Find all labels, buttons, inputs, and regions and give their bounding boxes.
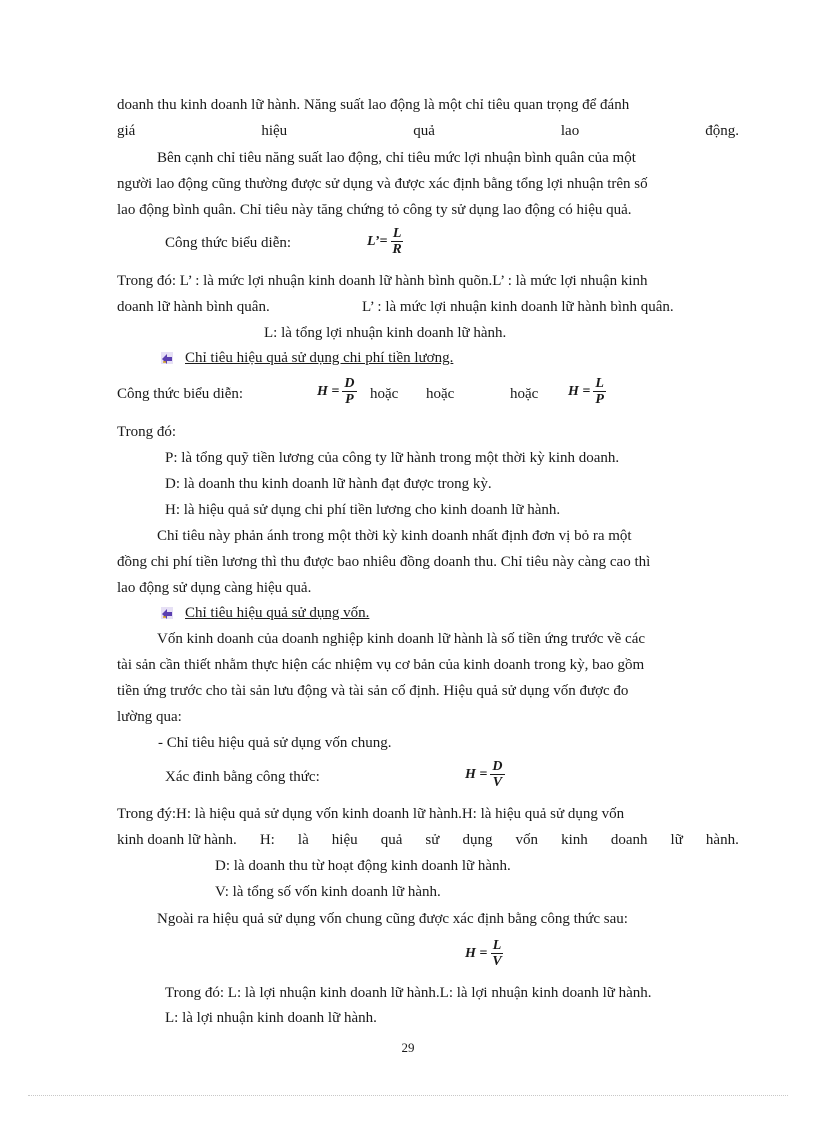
formula-label: Xác đinh bằng công thức: (165, 769, 320, 785)
text-line: Bên cạnh chỉ tiêu năng suất lao động, chỉ tiêu mức lợi nhuận bình quân của một (157, 150, 636, 166)
text-line: người lao động cũng thường được sử dụng và được xác định bằng tổng lợi nhuận trên số (117, 176, 648, 192)
formula-wage-efficiency (317, 376, 357, 407)
text-line-justified (117, 830, 739, 850)
formula-denominator: P (595, 392, 604, 407)
text-line: doanh lữ hành bình quân. (117, 299, 270, 315)
formula-capital-efficiency (465, 759, 505, 790)
connector-word: hoặc (370, 386, 399, 402)
formula-denominator: V (492, 775, 503, 790)
word: động. (705, 123, 739, 139)
text-line-justified (117, 121, 739, 141)
word: quả (380, 832, 403, 848)
text-line: doanh thu kinh doanh lữ hành. Năng suất lao động là một chỉ tiêu quan trọng để đánh (117, 97, 630, 113)
text-line: Trong đý:H: là hiệu quả sử dụng vốn kinh doanh lữ hành.H: là hiệu quả sử dụng vốn (117, 806, 625, 822)
word: doanh (610, 832, 648, 848)
pointing-hand-icon (160, 606, 174, 620)
word: dụng (462, 832, 493, 848)
formula-capital-profit (465, 938, 504, 969)
word: là (297, 832, 309, 848)
formula-label: Công thức biểu diễn: (165, 235, 292, 251)
formula-lhs: H = (465, 766, 488, 782)
section-heading: Chỉ tiêu hiệu quả sử dụng vốn. (185, 605, 370, 621)
text-line: L’ : là mức lợi nhuận kinh doanh lữ hành bình quân. (362, 299, 674, 315)
formula-profit-per-worker (367, 226, 404, 257)
word: giá (117, 123, 136, 139)
text-line: tiền ứng trước cho tài sản lưu động và tài sản cố định. Hiệu quả sử dụng vốn được đo (117, 683, 629, 699)
section-heading: Chỉ tiêu hiệu quả sử dụng chi phí tiền lương. (185, 350, 454, 366)
word: kinh doanh lữ hành. (117, 832, 237, 848)
word: kinh (561, 832, 588, 848)
definition-line: H: là hiệu quả sử dụng chi phí tiền lương cho kinh doanh lữ hành. (165, 502, 561, 518)
formula-numerator: L (492, 938, 502, 953)
formula-numerator: L (392, 226, 402, 241)
definition-line: D: là doanh thu từ hoạt động kinh doanh lữ hành. (215, 858, 511, 874)
text-line: tài sản cần thiết nhằm thực hiện các nhiệm vụ cơ bản của kinh doanh trong kỳ, bao gồm (117, 657, 645, 673)
text-line: Trong đó: L’ : là mức lợi nhuận kinh doanh lữ hành bình quõn.L’ : là mức lợi nhuận kinh (117, 273, 648, 289)
word: quả (413, 123, 435, 139)
formula-lhs: H = (465, 945, 488, 961)
text-line: L: là tổng lợi nhuận kinh doanh lữ hành. (264, 325, 507, 341)
connector-word: hoặc (426, 386, 455, 402)
definition-line: D: là doanh thu kinh doanh lữ hành đạt được trong kỳ. (165, 476, 492, 492)
formula-denominator: R (392, 242, 402, 257)
word: hiệu (331, 832, 358, 848)
formula-denominator: P (345, 392, 354, 407)
definition-line: V: là tổng số vốn kinh doanh lữ hành. (215, 884, 441, 900)
formula-lhs: L’= (367, 233, 388, 249)
text-line: Ngoài ra hiệu quả sử dụng vốn chung cũng được xác định bằng công thức sau: (157, 911, 628, 927)
pointing-hand-icon (160, 351, 174, 365)
word: hành. (705, 832, 739, 848)
word: lữ (670, 832, 683, 848)
page-bottom-divider (28, 1095, 788, 1096)
formula-numerator: L (595, 376, 604, 391)
definition-line: Trong đó: L: là lợi nhuận kinh doanh lữ hành.L: là lợi nhuận kinh doanh lữ hành. (165, 985, 652, 1001)
formula-wage-profit (568, 376, 606, 407)
text-line: lao động sử dụng càng hiệu quả. (117, 580, 312, 596)
word: hiệu (261, 123, 288, 139)
text-line: đồng chi phí tiền lương thì thu được bao nhiêu đồng doanh thu. Chỉ tiêu này càng cao thì (117, 554, 651, 570)
page-number: 29 (401, 1040, 415, 1055)
definition-line: P: là tổng quỹ tiền lương của công ty lữ hành trong một thời kỳ kinh doanh. (165, 450, 620, 466)
text-line: Chỉ tiêu này phản ánh trong một thời kỳ kinh doanh nhất định đơn vị bỏ ra một (157, 528, 632, 544)
word: H: (259, 832, 275, 848)
text-line: lường qua: (117, 709, 182, 725)
word: lao (560, 123, 580, 139)
text-line: Trong đó: (117, 424, 177, 440)
formula-lhs: H = (568, 383, 591, 399)
formula-numerator: D (344, 376, 355, 391)
text-line: Vốn kinh doanh của doanh nghiệp kinh doanh lữ hành là số tiền ứng trước về các (157, 631, 646, 647)
word: vốn (515, 832, 539, 848)
connector-word: hoặc (510, 386, 539, 402)
text-line: lao động bình quân. Chỉ tiêu này tăng chứng tỏ công ty sử dụng lao động có hiệu quả. (117, 202, 632, 218)
formula-denominator: V (492, 954, 502, 969)
word: sử (425, 832, 440, 848)
formula-label: Công thức biểu diễn: (117, 386, 244, 402)
list-item: - Chỉ tiêu hiệu quả sử dụng vốn chung. (158, 735, 392, 751)
formula-numerator: D (492, 759, 503, 774)
formula-lhs: H = (317, 383, 340, 399)
definition-line: L: là lợi nhuận kinh doanh lữ hành. (165, 1010, 377, 1026)
